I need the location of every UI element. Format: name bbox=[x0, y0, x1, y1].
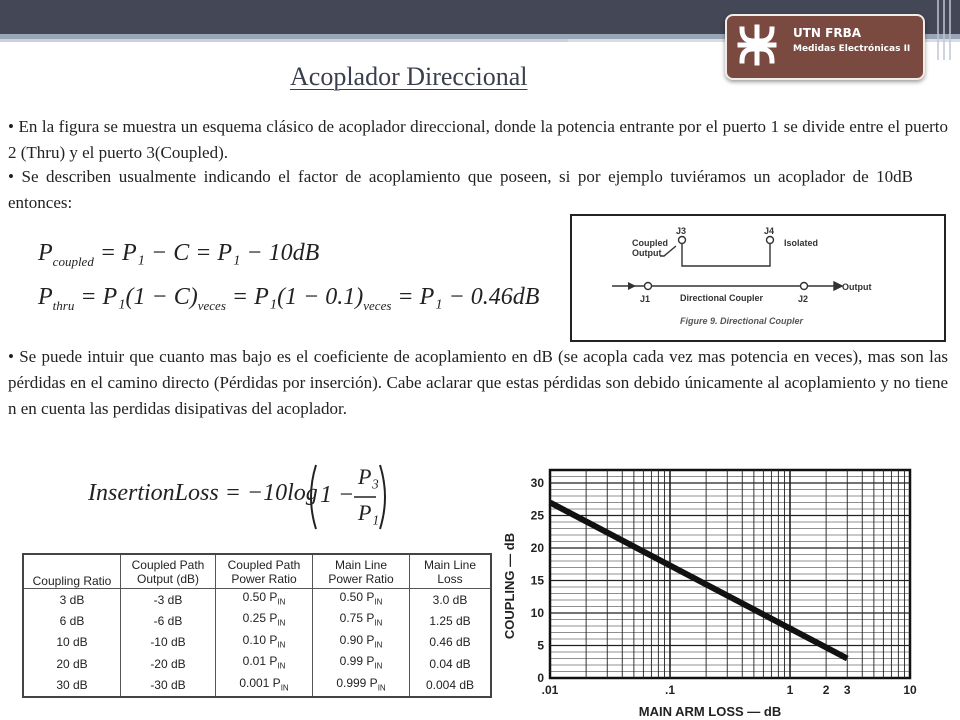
figure-caption: Figure 9. Directional Coupler bbox=[680, 316, 804, 326]
label-j2: J2 bbox=[798, 294, 809, 304]
table-cell: 10 dB bbox=[23, 632, 121, 653]
equation-thru bbox=[38, 284, 539, 314]
eq-subscript: thru bbox=[52, 297, 75, 313]
eq-numerator: P₃ bbox=[358, 464, 380, 489]
chart-tick-label-x: 2 bbox=[822, 683, 830, 697]
logo-subtitle: Medidas Electrónicas II bbox=[793, 44, 911, 54]
chart-tick-label-x: 1 bbox=[786, 683, 794, 697]
eq-subscript: veces bbox=[197, 297, 226, 313]
table-cell: -6 dB bbox=[121, 610, 216, 631]
eq-term: = P₁(1 − C) bbox=[80, 284, 198, 310]
chart-tick-label-x: 3 bbox=[843, 683, 851, 697]
table-cell: 0.01 $P_{IN}$ bbox=[216, 653, 313, 674]
chart-tick-label-y: 0 bbox=[537, 671, 544, 685]
table-cell: 0.04 dB bbox=[410, 653, 492, 674]
table-row bbox=[23, 653, 491, 674]
eq-denominator: P₁ bbox=[358, 500, 380, 525]
coupling-chart bbox=[500, 458, 920, 720]
chart-tick-label-y: 5 bbox=[537, 638, 544, 653]
eq-subscript: coupled bbox=[52, 253, 94, 269]
chart-tick-label-y: 30 bbox=[530, 476, 544, 490]
label-j3: J3 bbox=[676, 226, 687, 236]
table-cell: 0.10 $P_{IN}$ bbox=[216, 632, 313, 653]
coupling-table bbox=[22, 553, 492, 698]
table-cell: 0.004 dB bbox=[410, 675, 492, 697]
table-header: Main Line Loss bbox=[410, 554, 492, 589]
table-cell: 20 dB bbox=[23, 653, 121, 674]
coupling-table-wrap bbox=[22, 553, 492, 698]
equation-insertion-loss bbox=[88, 462, 408, 532]
header-stripe bbox=[0, 39, 570, 42]
eq-rhs: = P₁ − C = P₁ − 10dB bbox=[99, 240, 320, 266]
coupler-diagram bbox=[572, 216, 944, 340]
logo-title: UTN FRBA bbox=[793, 26, 862, 40]
table-row bbox=[23, 632, 491, 653]
eq-symbol: P bbox=[38, 284, 53, 310]
input-arrow-icon bbox=[628, 282, 636, 290]
chart-tick-label-y: 10 bbox=[530, 606, 544, 620]
table-cell: 6 dB bbox=[23, 610, 121, 631]
chart-tick-label-x: .1 bbox=[664, 683, 676, 697]
table-cell: -10 dB bbox=[121, 632, 216, 653]
decorative-lines bbox=[934, 0, 954, 60]
table-cell: 3.0 dB bbox=[410, 589, 492, 611]
eq-term: = P₁(1 − 0.1) bbox=[231, 284, 364, 310]
table-cell: 0.46 dB bbox=[410, 632, 492, 653]
table-cell: -20 dB bbox=[121, 653, 216, 674]
table-cell: 30 dB bbox=[23, 675, 121, 697]
table-cell: 0.999 $P_{IN}$ bbox=[313, 675, 410, 697]
chart-tick-label-y: 20 bbox=[530, 541, 544, 555]
table-header: Coupled Path Power Ratio bbox=[216, 554, 313, 589]
utn-logo-icon bbox=[735, 23, 779, 67]
table-row bbox=[23, 589, 491, 611]
paragraph-intro: • En la figura se muestra un esquema clásico de acoplador direccional, donde la potencia entrante por el puerto 1 se divide entre el puerto 2 (Thru) y el puerto 3(Coupled). bbox=[8, 117, 948, 162]
table-cell: 3 dB bbox=[23, 589, 121, 611]
eq-term: = P₁ − 0.46dB bbox=[397, 284, 540, 310]
label-output: Output bbox=[842, 282, 872, 292]
utn-logo-badge bbox=[725, 14, 925, 80]
table-header: Main Line Power Ratio bbox=[313, 554, 410, 589]
label-isolated: Isolated bbox=[784, 238, 819, 248]
label-j4: J4 bbox=[764, 226, 775, 236]
chart-tick-label-y: 15 bbox=[530, 573, 544, 588]
chart-tick-label-y: 25 bbox=[530, 508, 544, 523]
chart-xlabel: MAIN ARM LOSS — dB bbox=[638, 704, 782, 719]
table-row bbox=[23, 675, 491, 697]
label-directional-coupler: Directional Coupler bbox=[680, 293, 764, 303]
table-cell: -30 dB bbox=[121, 675, 216, 697]
table-cell: 0.50 $P_{IN}$ bbox=[216, 589, 313, 611]
table-cell: 0.001 $P_{IN}$ bbox=[216, 675, 313, 697]
eq-subscript: veces bbox=[363, 297, 392, 313]
label-j1: J1 bbox=[640, 294, 651, 304]
chart-tick-label-x: .01 bbox=[541, 683, 559, 697]
label-coupled-output-2: Output bbox=[632, 248, 662, 258]
table-header: Coupling Ratio bbox=[23, 554, 121, 589]
table-cell: -3 dB bbox=[121, 589, 216, 611]
chart-tick-label-x: 10 bbox=[903, 683, 917, 697]
page-title: Acoplador Direccional bbox=[290, 62, 528, 91]
table-row bbox=[23, 610, 491, 631]
table-header: Coupled Path Output (dB) bbox=[121, 554, 216, 589]
eq-one-minus: 1 − bbox=[320, 482, 355, 508]
eq-lhs: InsertionLoss = −10log bbox=[88, 480, 318, 506]
table-cell: 0.90 $P_{IN}$ bbox=[313, 632, 410, 653]
equation-coupled bbox=[38, 240, 319, 270]
figure-directional-coupler bbox=[570, 214, 946, 342]
table-cell: 0.25 $P_{IN}$ bbox=[216, 610, 313, 631]
eq-symbol: P bbox=[38, 240, 53, 266]
table-cell: 0.75 $P_{IN}$ bbox=[313, 610, 410, 631]
paragraph-coupling-factor: • Se describen usualmente indicando el factor de acoplamiento que poseen, si por ejemplo tuviéramos un acoplador de 10dB entonces: bbox=[8, 167, 913, 212]
table-cell: 0.50 $P_{IN}$ bbox=[313, 589, 410, 611]
table-header-row bbox=[23, 554, 491, 589]
chart-ylabel: COUPLING — dB bbox=[502, 532, 517, 640]
table-cell: 1.25 dB bbox=[410, 610, 492, 631]
paragraph-insertion-loss: • Se puede intuir que cuanto mas bajo es el coeficiente de acoplamiento en dB (se acopla cada vez mas potencia en veces), mas son las pérdidas en el camino directo (Pérdidas por inserción). Cabe aclarar que estas pérdidas son debido únicamente al acoplamiento y no tiene n en cuenta las perdidas disipativas del acoplador. bbox=[8, 347, 948, 418]
table-cell: 0.99 $P_{IN}$ bbox=[313, 653, 410, 674]
label-coupled-output: Coupled bbox=[632, 238, 668, 248]
